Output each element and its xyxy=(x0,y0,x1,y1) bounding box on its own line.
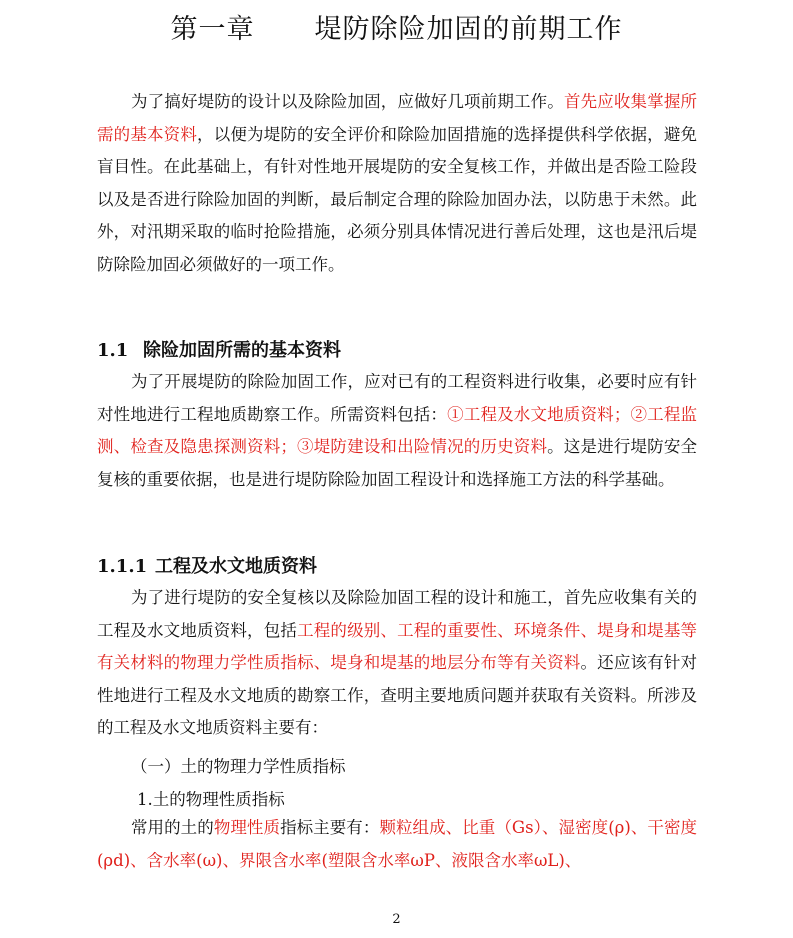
chapter-number: 第一章 xyxy=(170,14,255,45)
page-number: 2 xyxy=(392,912,401,927)
section-number: 1.1 xyxy=(97,340,129,361)
section-title: 工程及水文地质资料 xyxy=(155,556,317,577)
section-1-1-1-paragraph: 为了进行堤防的安全复核以及除险加固工程的设计和施工，首先应收集有关的工程及水文地质资料，包括工程的级别、工程的重要性、环境条件、堤身和堤基等有关材料的物理力学性质指标、堤身和堤基的地层分布等有关资料。还应该有针对性地进行工程及水文地质的勘察工作，查明主要地质问题并获取有关资料。所涉及的工程及水文地质资料主要有： xyxy=(97,588,698,738)
intro-paragraph: 为了搞好堤防的设计以及除险加固，应做好几项前期工作。首先应收集掌握所需的基本资料，以便为堤防的安全评价和除险加固措施的选择提供科学依据，避免盲目性。在此基础上，有针对性地开展堤防的安全复核工作，并做出是否险工险段以及是否进行除险加固的判断，最后制定合理的除险加固办法，以防患于未然。此外，对汛期采取的临时抢险措施，必须分别具体情况进行善后处理，这也是汛后堤防除险加固必须做好的一项工作。 xyxy=(97,92,698,274)
section-number: 1.1.1 xyxy=(97,556,148,577)
section-1-1-paragraph: 为了开展堤防的除险加固工作，应对已有的工程资料进行收集，必要时应有针对性地进行工程地质勘察工作。所需资料包括：①工程及水文地质资料；②工程监测、检查及隐患探测资料；③堤防建设和出险情况的历史资料。这是进行堤防安全复核的重要依据，也是进行堤防除险加固工程设计和选择施工方法的科学基础。 xyxy=(97,372,698,489)
highlight-text: 工程的级别、工程的重要性、环境条件、堤身和堤基等有关材料的物理力学性质指标、堤身和堤基的地层分布等有关资料 xyxy=(97,620,698,673)
section-heading-1-1 xyxy=(97,336,697,362)
section-heading-1-1-1 xyxy=(97,552,697,578)
subsection-heading: （一）土的物理力学性质指标 xyxy=(131,757,346,776)
properties-paragraph: 常用的土的物理性质指标主要有：颗粒组成、比重（Gs）、湿密度(ρ)、干密度(ρd)、含水率(ω)、界限含水率(塑限含水率ωP、液限含水率ωL)、 xyxy=(97,818,698,870)
highlight-text: 物理性质 xyxy=(213,818,281,837)
list-item-heading: 1.土的物理性质指标 xyxy=(137,790,285,809)
highlight-text: ①工程及水文地质资料；②工程监测、检查及隐患探测资料；③堤防建设和出险情况的历史资料 xyxy=(97,404,698,457)
chapter-title xyxy=(0,10,793,50)
highlight-text: 颗粒组成、比重（Gs）、湿密度(ρ)、干密度(ρd)、含水率(ω)、界限含水率(塑限含水率ωP、液限含水率ωL)、 xyxy=(97,818,698,870)
highlight-text: 首先应收集掌握所需的基本资料 xyxy=(97,92,698,144)
chapter-name: 堤防除险加固的前期工作 xyxy=(314,14,623,45)
section-title: 除险加固所需的基本资料 xyxy=(143,340,341,361)
